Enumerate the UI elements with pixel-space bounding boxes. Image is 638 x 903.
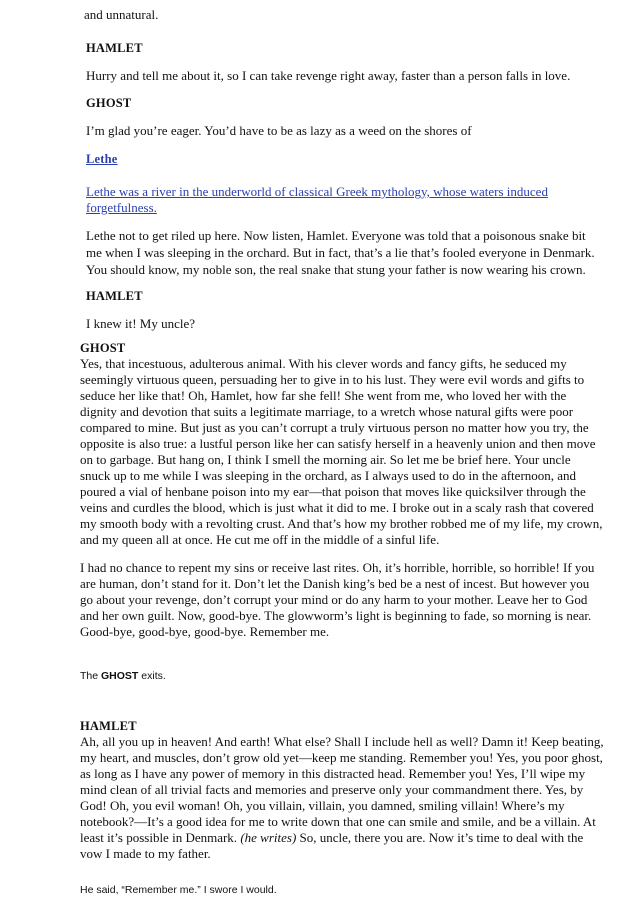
ghost-speech-line: are human, don’t stand for it. Don’t let the Danish king’s bed be a nest of incest. But however you — [80, 576, 590, 591]
ghost-speech-line: seemingly virtuous queen, persuading her to give in to his lust. They were evil words and gifts to — [80, 372, 585, 387]
footer-text: He said, “Remember me.” I swore I would. — [80, 884, 277, 896]
speaker-ghost: GHOST — [80, 341, 126, 355]
hamlet-line-post: So, uncle, there you are. Now it’s time to deal with the — [296, 830, 584, 845]
stage-direction-post: exits. — [138, 670, 166, 682]
hamlet-line: I knew it! My uncle? — [86, 316, 196, 331]
hamlet-speech-line: mind clean of all trivial facts and memories and preserve only your commandment there. Yes, by — [80, 782, 584, 797]
text-line: and unnatural. — [84, 7, 159, 22]
ghost-speech-line: go about your revenge, don’t corrupt your mind or do any harm to your mother. Leave her to God — [80, 592, 588, 607]
ghost-speech-line: Yes, that incestuous, adulterous animal. With his clever words and fancy gifts, he seduced my — [80, 356, 567, 371]
lethe-footnote-line-2[interactable]: forgetfulness. — [86, 200, 157, 215]
ghost-speech-line: and her own guilt. Now, good-bye. The glowworm’s light is beginning to fade, so morning is near. — [80, 608, 592, 623]
stage-direction-pre: The — [80, 670, 102, 682]
ghost-speech-line: opposite is also true: a lustful person like her can satisfy herself in a heavenly union and then move — [80, 436, 596, 451]
ghost-speech-line: my smooth body with a revolting crust. And that’s how my brother robbed me of my life, my crown, — [80, 516, 603, 531]
ghost-speech-line: dignity and devotion that suits a legitimate marriage, to a wretch whose natural gifts were poor — [80, 404, 574, 419]
speaker-ghost: GHOST — [86, 96, 132, 110]
hamlet-speech-line: my heart, and muscles, don’t grow old yet—keep me standing. Remember you! Yes, you poor ghost, — [80, 750, 603, 765]
hamlet-speech-line: notebook?—It’s a good idea for me to write down that one can smile and smile, and be a villain. At — [80, 814, 596, 829]
stage-direction-inline: (he writes) — [240, 830, 297, 845]
ghost-speech-line: veins and curdles the blood, which is just what it did to me. I broke out in a scaly rash that covered — [80, 500, 594, 515]
hamlet-speech-line — [80, 830, 583, 846]
ghost-cont-line: me when I was sleeping in the orchard. But in fact, that’s a lie that’s fooled everyone in Denmark. — [86, 245, 595, 260]
stage-direction — [80, 668, 166, 684]
hamlet-speech-line: as long as I have any power of memory in this distracted head. Remember you! Yes, I’ll wipe my — [80, 766, 586, 781]
hamlet-speech-line: Ah, all you up in heaven! And earth! What else? Shall I include hell as well? Damn it! Keep beating, — [80, 734, 604, 749]
hamlet-speech-line: God! Oh, you evil woman! Oh, you villain, villain, you damned, smiling villain! Where’s my — [80, 798, 565, 813]
lethe-link[interactable]: Lethe — [86, 152, 118, 166]
ghost-line: I’m glad you’re eager. You’d have to be as lazy as a weed on the shores of — [86, 123, 472, 138]
stage-direction-character: GHOST — [101, 670, 139, 682]
hamlet-speech-line: vow I made to my father. — [80, 846, 211, 861]
ghost-speech-line: poured a vial of henbane poison into my ear—that poison that moves like quicksilver through the — [80, 484, 586, 499]
ghost-speech-line: Good-bye, good-bye, good-bye. Remember me. — [80, 624, 330, 639]
ghost-speech-line: and my queen all at once. He cut me off in the middle of a sinful life. — [80, 532, 440, 547]
hamlet-line-pre: least it’s possible in Denmark. — [80, 830, 241, 845]
ghost-speech-line: compared to mine. But just as you can’t corrupt a truly virtuous person no matter how you try, the — [80, 420, 589, 435]
speaker-hamlet: HAMLET — [80, 719, 137, 733]
ghost-speech-line: snuck up to me while I was sleeping in the orchard, as I always used to do in the afternoon, and — [80, 468, 577, 483]
hamlet-line: Hurry and tell me about it, so I can take revenge right away, faster than a person falls in love. — [86, 68, 571, 83]
ghost-speech-line: seduce her like that! Oh, Hamlet, how far she fell! She went from me, who loved her with the — [80, 388, 567, 403]
ghost-cont-line: You should know, my noble son, the real snake that stung your father is now wearing his crown. — [86, 262, 586, 277]
ghost-speech-line: I had no chance to repent my sins or receive last rites. Oh, it’s horrible, horrible, so horrible! If you — [80, 560, 595, 575]
speaker-hamlet: HAMLET — [86, 41, 143, 55]
ghost-cont-line: Lethe not to get riled up here. Now listen, Hamlet. Everyone was told that a poisonous snake bit — [86, 228, 586, 243]
speaker-hamlet: HAMLET — [86, 289, 143, 303]
lethe-footnote-line-1[interactable]: Lethe was a river in the underworld of classical Greek mythology, whose waters induced — [86, 184, 548, 199]
ghost-speech-line: on to garbage. But hang on, I think I smell the morning air. So let me be brief here. Your uncle — [80, 452, 571, 467]
